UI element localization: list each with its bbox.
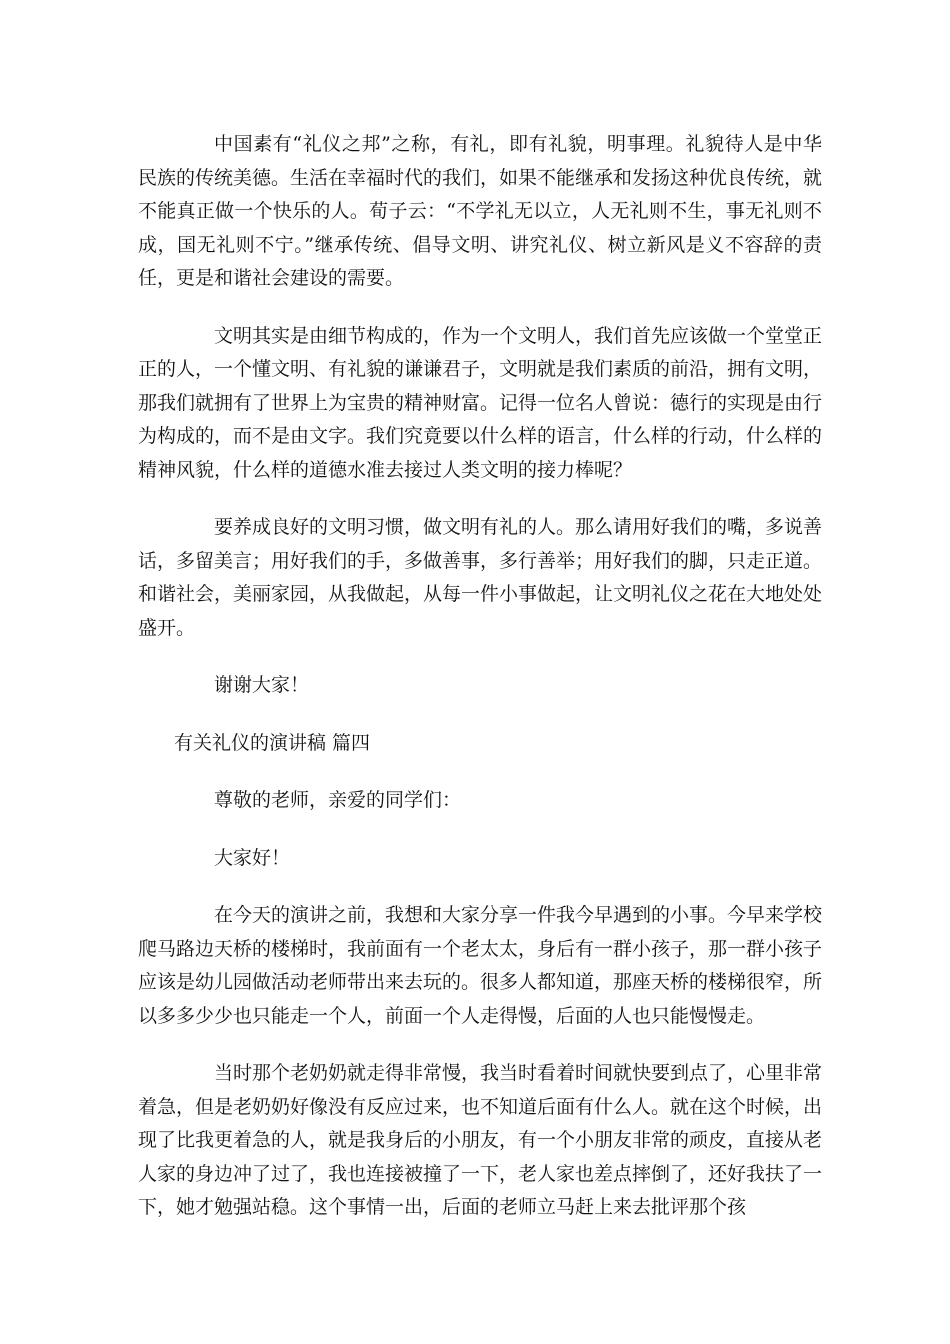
section-title: 有关礼仪的演讲稿 篇四: [174, 731, 371, 754]
paragraph-morning-story: 在今天的演讲之前，我想和大家分享一件我今早遇到的小事。今早来学校爬马路边天桥的楼梯时，我前面有一个老太太，身后有一群小孩子，那一群小孩子应该是幼儿园做活动老师带出来去玩的。很多人都知道，那座天桥的楼梯很窄，所以多多少少也只能走一个人，前面一个人走得慢，后面的人也只能慢慢走。: [138, 904, 823, 1027]
document-body: [138, 128, 822, 1225]
paragraph-grandma-story: 当时那个老奶奶就走得非常慢，我当时看着时间就快要到点了，心里非常着急，但是老奶奶好像没有反应过来，也不知道后面有什么人。就在这个时候，出现了比我更着急的人，就是我身后的小朋友，有一个小朋友非常的顽皮，直接从老人家的身边冲了过了，我也连接被撞了一下，老人家也差点摔倒了，还好我扶了一下，她才勉强站稳。这个事情一出，后面的老师立马赶上来去批评那个孩: [138, 1062, 823, 1218]
paragraph-etiquette-tradition: 中国素有“礼仪之邦”之称，有礼，即有礼貌，明事理。礼貌待人是中华民族的传统美德。生活在幸福时代的我们，如果不能继承和发扬这种优良传统，就不能真正做一个快乐的人。荀子云：“不学礼无以立，人无礼则不生，事无礼则不成，国无礼则不宁。”继承传统、倡导文明、讲究礼仪、树立新风是义不容辞的责任，更是和谐社会建设的需要。: [138, 133, 823, 289]
salutation-line: 尊敬的老师，亲爱的同学们：: [214, 789, 462, 811]
paragraph-good-habits: 要养成良好的文明习惯，做文明有礼的人。那么请用好我们的嘴，多说善话，多留美言；用好我们的手，多做善事，多行善举；用好我们的脚，只走正道。和谐社会，美丽家园，从我做起，从每一件小事做起，让文明礼仪之花在大地处处盛开。: [138, 516, 823, 639]
thanks-line: 谢谢大家！: [214, 674, 310, 696]
greeting-line: 大家好！: [214, 846, 291, 869]
paragraph-civilization-details: 文明其实是由细节构成的，作为一个文明人，我们首先应该做一个堂堂正正的人，一个懂文明、有礼貌的谦谦君子，文明就是我们素质的前沿，拥有文明，那我们就拥有了世界上为宝贵的精神财富。记得一位名人曾说：德行的实现是由行为构成的，而不是由文字。我们究竟要以什么样的语言，什么样的行动，什么样的精神风貌，什么样的道德水准去接过人类文明的接力棒呢？: [138, 324, 823, 481]
